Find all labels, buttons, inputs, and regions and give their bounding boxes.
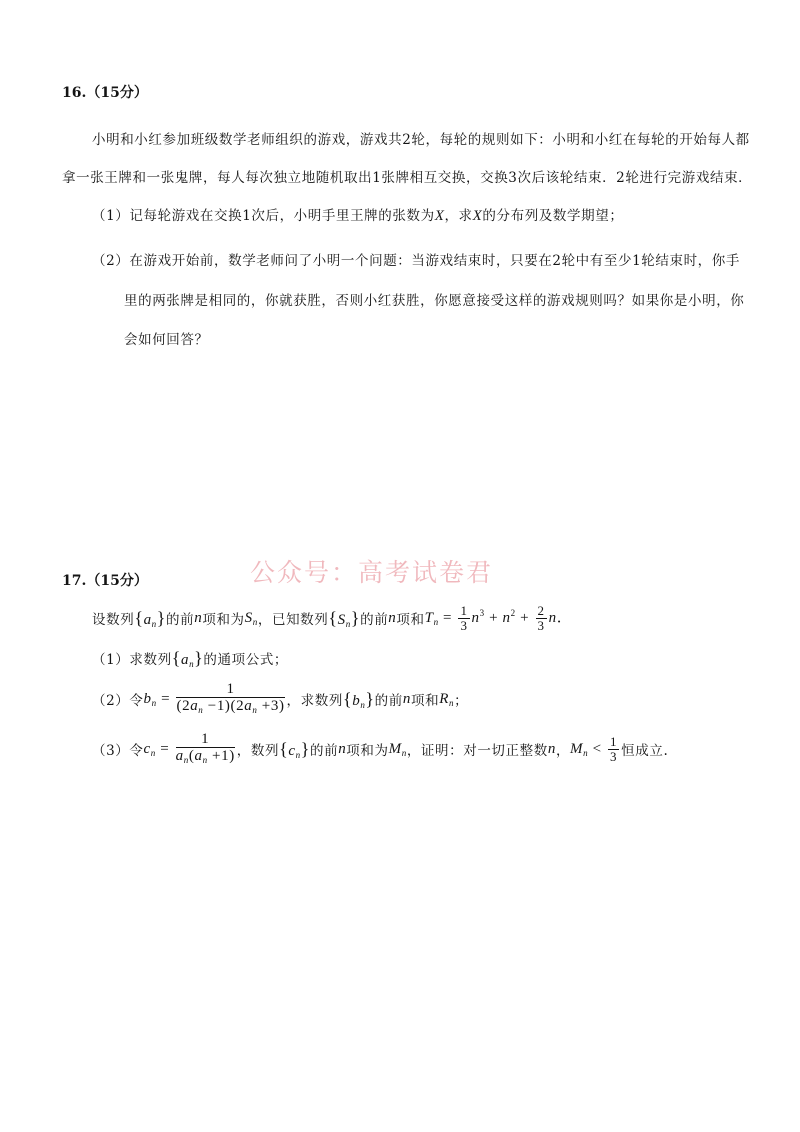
q16-header: 16.（15分） — [62, 85, 148, 101]
sequence-b-n: $\{b_n\}$ — [342, 688, 375, 710]
var-x: X — [434, 208, 445, 224]
q17-part3-text-f: ， — [555, 743, 571, 759]
q17-intro — [92, 598, 572, 638]
q17-part1 — [92, 645, 288, 671]
var-n: n — [338, 740, 347, 757]
q17-part2-text-d: 项和 — [410, 693, 440, 709]
q17-intro-text-e: 的前 — [360, 612, 389, 628]
q17-part2-text-a: （2）令 — [92, 693, 144, 709]
q17-part1-text-a: （1）求数列 — [92, 652, 172, 668]
q17-part3-text-b: ，数列 — [236, 743, 280, 759]
q17-part3-text-d: 项和为 — [346, 743, 389, 759]
q16-part2-line3: 会如何回答？ — [124, 332, 209, 348]
sum-r-n: $R_n$ — [439, 690, 455, 708]
q16-intro-line2: 拿一张王牌和一张鬼牌，每人每次独立地随机取出1张牌相互交换，交换3次后该轮结束．2轮进行完游戏结束． — [62, 170, 753, 186]
q17-part2-text-b: ，求数列 — [286, 693, 343, 709]
q17-part3-text-a: （3）令 — [92, 743, 144, 759]
inequality-m-n: $M_n$ < $\frac{1}{3}$ — [570, 733, 618, 764]
sequence-s-n: $\{S_n\}$ — [328, 607, 361, 629]
q17-part2 — [92, 676, 468, 722]
sum-m-n: $M_n$ — [388, 740, 407, 758]
watermark: 公众号：高考试卷君 — [250, 558, 494, 587]
q17-intro-text-b: 的前 — [166, 612, 195, 628]
q17-part3-text-g: 恒成立. — [621, 743, 669, 759]
formula-t-n: $T_n$ = $\frac{1}{3}$ $n^3 + n^2$ + $\frac{2}{3}$ n． — [424, 602, 573, 633]
sum-s-n: $S_n$ — [244, 609, 258, 627]
q17-intro-text-c: 项和为 — [202, 612, 245, 628]
var-n: n — [194, 609, 203, 626]
var-n: n — [402, 690, 411, 707]
q16-part1-text-c: 的分布列及数学期望； — [482, 208, 624, 224]
q17-part3-text-c: 的前 — [309, 743, 339, 759]
formula-b-n: $b_n$ = $\frac{1}{(2a_n -1)(2a_n +3)}$ — [143, 680, 285, 715]
q16-intro-line1: 小明和小红参加班级数学老师组织的游戏，游戏共2轮，每轮的规则如下：小明和小红在每轮的开始每人都 — [92, 132, 750, 148]
sequence-a-n: $\{a_n\}$ — [134, 607, 167, 629]
q16-part2-line1: （2）在游戏开始前，数学老师问了小明一个问题：当游戏结束时，只要在2轮中有至少1轮结束时，你手 — [92, 253, 740, 269]
var-n: n — [388, 609, 397, 626]
q16-part1-text-a: （1）记每轮游戏在交换1次后，小明手里王牌的张数为 — [92, 208, 435, 224]
q17-part3 — [92, 726, 668, 772]
q16-part1-text-b: ，求 — [444, 208, 473, 224]
q17-intro-text-f: 项和 — [396, 612, 425, 628]
q17-intro-text-a: 设数列 — [92, 612, 135, 628]
var-n: n — [547, 740, 556, 757]
q16-part1 — [92, 204, 623, 225]
q17-part1-text-b: 的通项公式； — [203, 652, 289, 668]
q17-part2-text-e: ； — [454, 693, 469, 709]
q17-part2-text-c: 的前 — [374, 693, 403, 709]
q17-header: 17.（15分） — [62, 573, 148, 589]
q17-part3-text-e: ，证明：对一切正整数 — [406, 743, 548, 759]
var-x: X — [472, 208, 483, 224]
formula-c-n: $c_n$ = $\frac{1}{a_n(a_n +1)}$ — [143, 730, 235, 765]
q16-part2-line2: 里的两张牌是相同的，你就获胜，否则小红获胜，你愿意接受这样的游戏规则吗？如果你是小明，你 — [124, 293, 745, 309]
sequence-a-n: $\{a_n\}$ — [171, 647, 204, 669]
q17-intro-text-d: ，已知数列 — [257, 612, 329, 628]
sequence-c-n: $\{c_n\}$ — [279, 738, 310, 760]
